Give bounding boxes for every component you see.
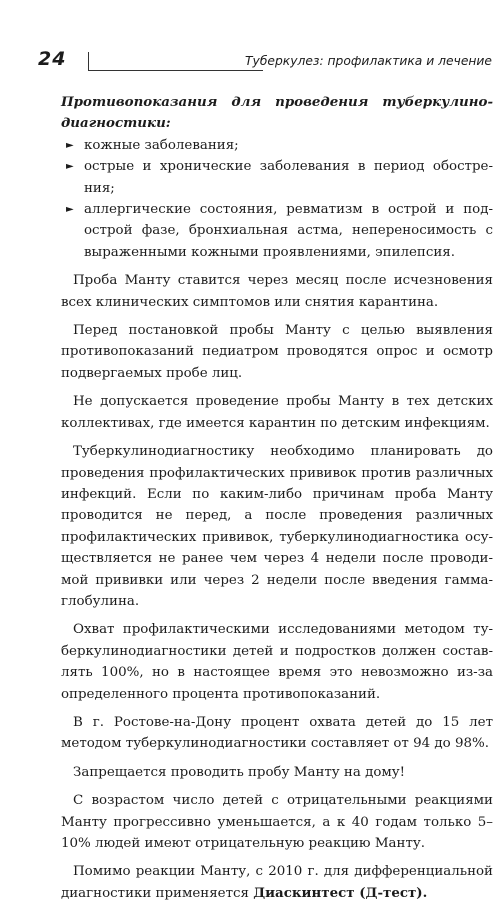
diaskintest-term: Диаскинтест (Д-тест).: [253, 884, 428, 901]
header-rule: [88, 70, 263, 71]
paragraph: Перед постановкой пробы Манту с целью выявления противопоказаний педиатром проводятся опрос и осмотр подвергаемых пробе лиц.: [61, 323, 493, 381]
list-item: ► аллергические состояния, ревматизм в острой и подострой фазе, бронхиальная астма, непереносимость с выраженными кожными проявлениями, эпилепсия.: [61, 199, 493, 263]
section-heading: Противопоказания для проведения туберкулинодиагностики:: [61, 94, 493, 132]
paragraph-last: Помимо реакции Манту, с 2010 г. для дифференциальной диагностики применяется Диаскинтест (Д-тест).: [61, 864, 493, 901]
list-item: ► кожные заболевания;: [61, 135, 493, 156]
page-header: [38, 48, 492, 78]
contraindications-list: [61, 135, 493, 263]
triangle-bullet-icon: ►: [66, 161, 74, 173]
paragraph: С возрастом число детей с отрицательными реакциями Манту прогрессивно уменьшается, а к 40 годам только 5–10% людей имеют отрицательную реакцию Манту.: [61, 793, 493, 851]
paragraph: В г. Ростове-на-Дону процент охвата детей до 15 лет методом туберкулинодиагностики составляет от 94 до 98%.: [61, 714, 493, 752]
paragraph: Охват профилактическими исследованиями методом туберкулинодиагностики детей и подростков должен составлять 100%, но в настоящее время это невозможно из-за определенного процента противопоказаний.: [61, 622, 493, 702]
page-number: 24: [38, 48, 67, 70]
paragraph: Не допускается проведение пробы Манту в тех детских коллективах, где имеется карантин по детским инфекциям.: [61, 394, 493, 431]
triangle-bullet-icon: ►: [66, 139, 74, 151]
paragraph: Туберкулинодиагностику необходимо планировать до проведения профилактических прививок против различных инфекций. Если по каким-либо причинам проба Манту проводится не перед, а после проведения различных профилактических прививок, туберкулинодиагностика осуществляется не ранее чем через 4 недели после проводимой прививки или через 2 недели после введения гаммаглобулина.: [61, 444, 493, 609]
triangle-bullet-icon: ►: [66, 204, 74, 216]
header-rule-tick: [88, 52, 89, 70]
paragraph: Запрещается проводить пробу Манту на дому!: [73, 764, 406, 780]
running-title: Туберкулез: профилактика и лечение: [245, 54, 492, 68]
page-body: [61, 92, 493, 904]
list-item: ► острые и хронические заболевания в период обострения;: [61, 156, 493, 199]
paragraph: Проба Манту ставится через месяц после исчезновения всех клинических симптомов или снятия карантина.: [61, 273, 493, 310]
